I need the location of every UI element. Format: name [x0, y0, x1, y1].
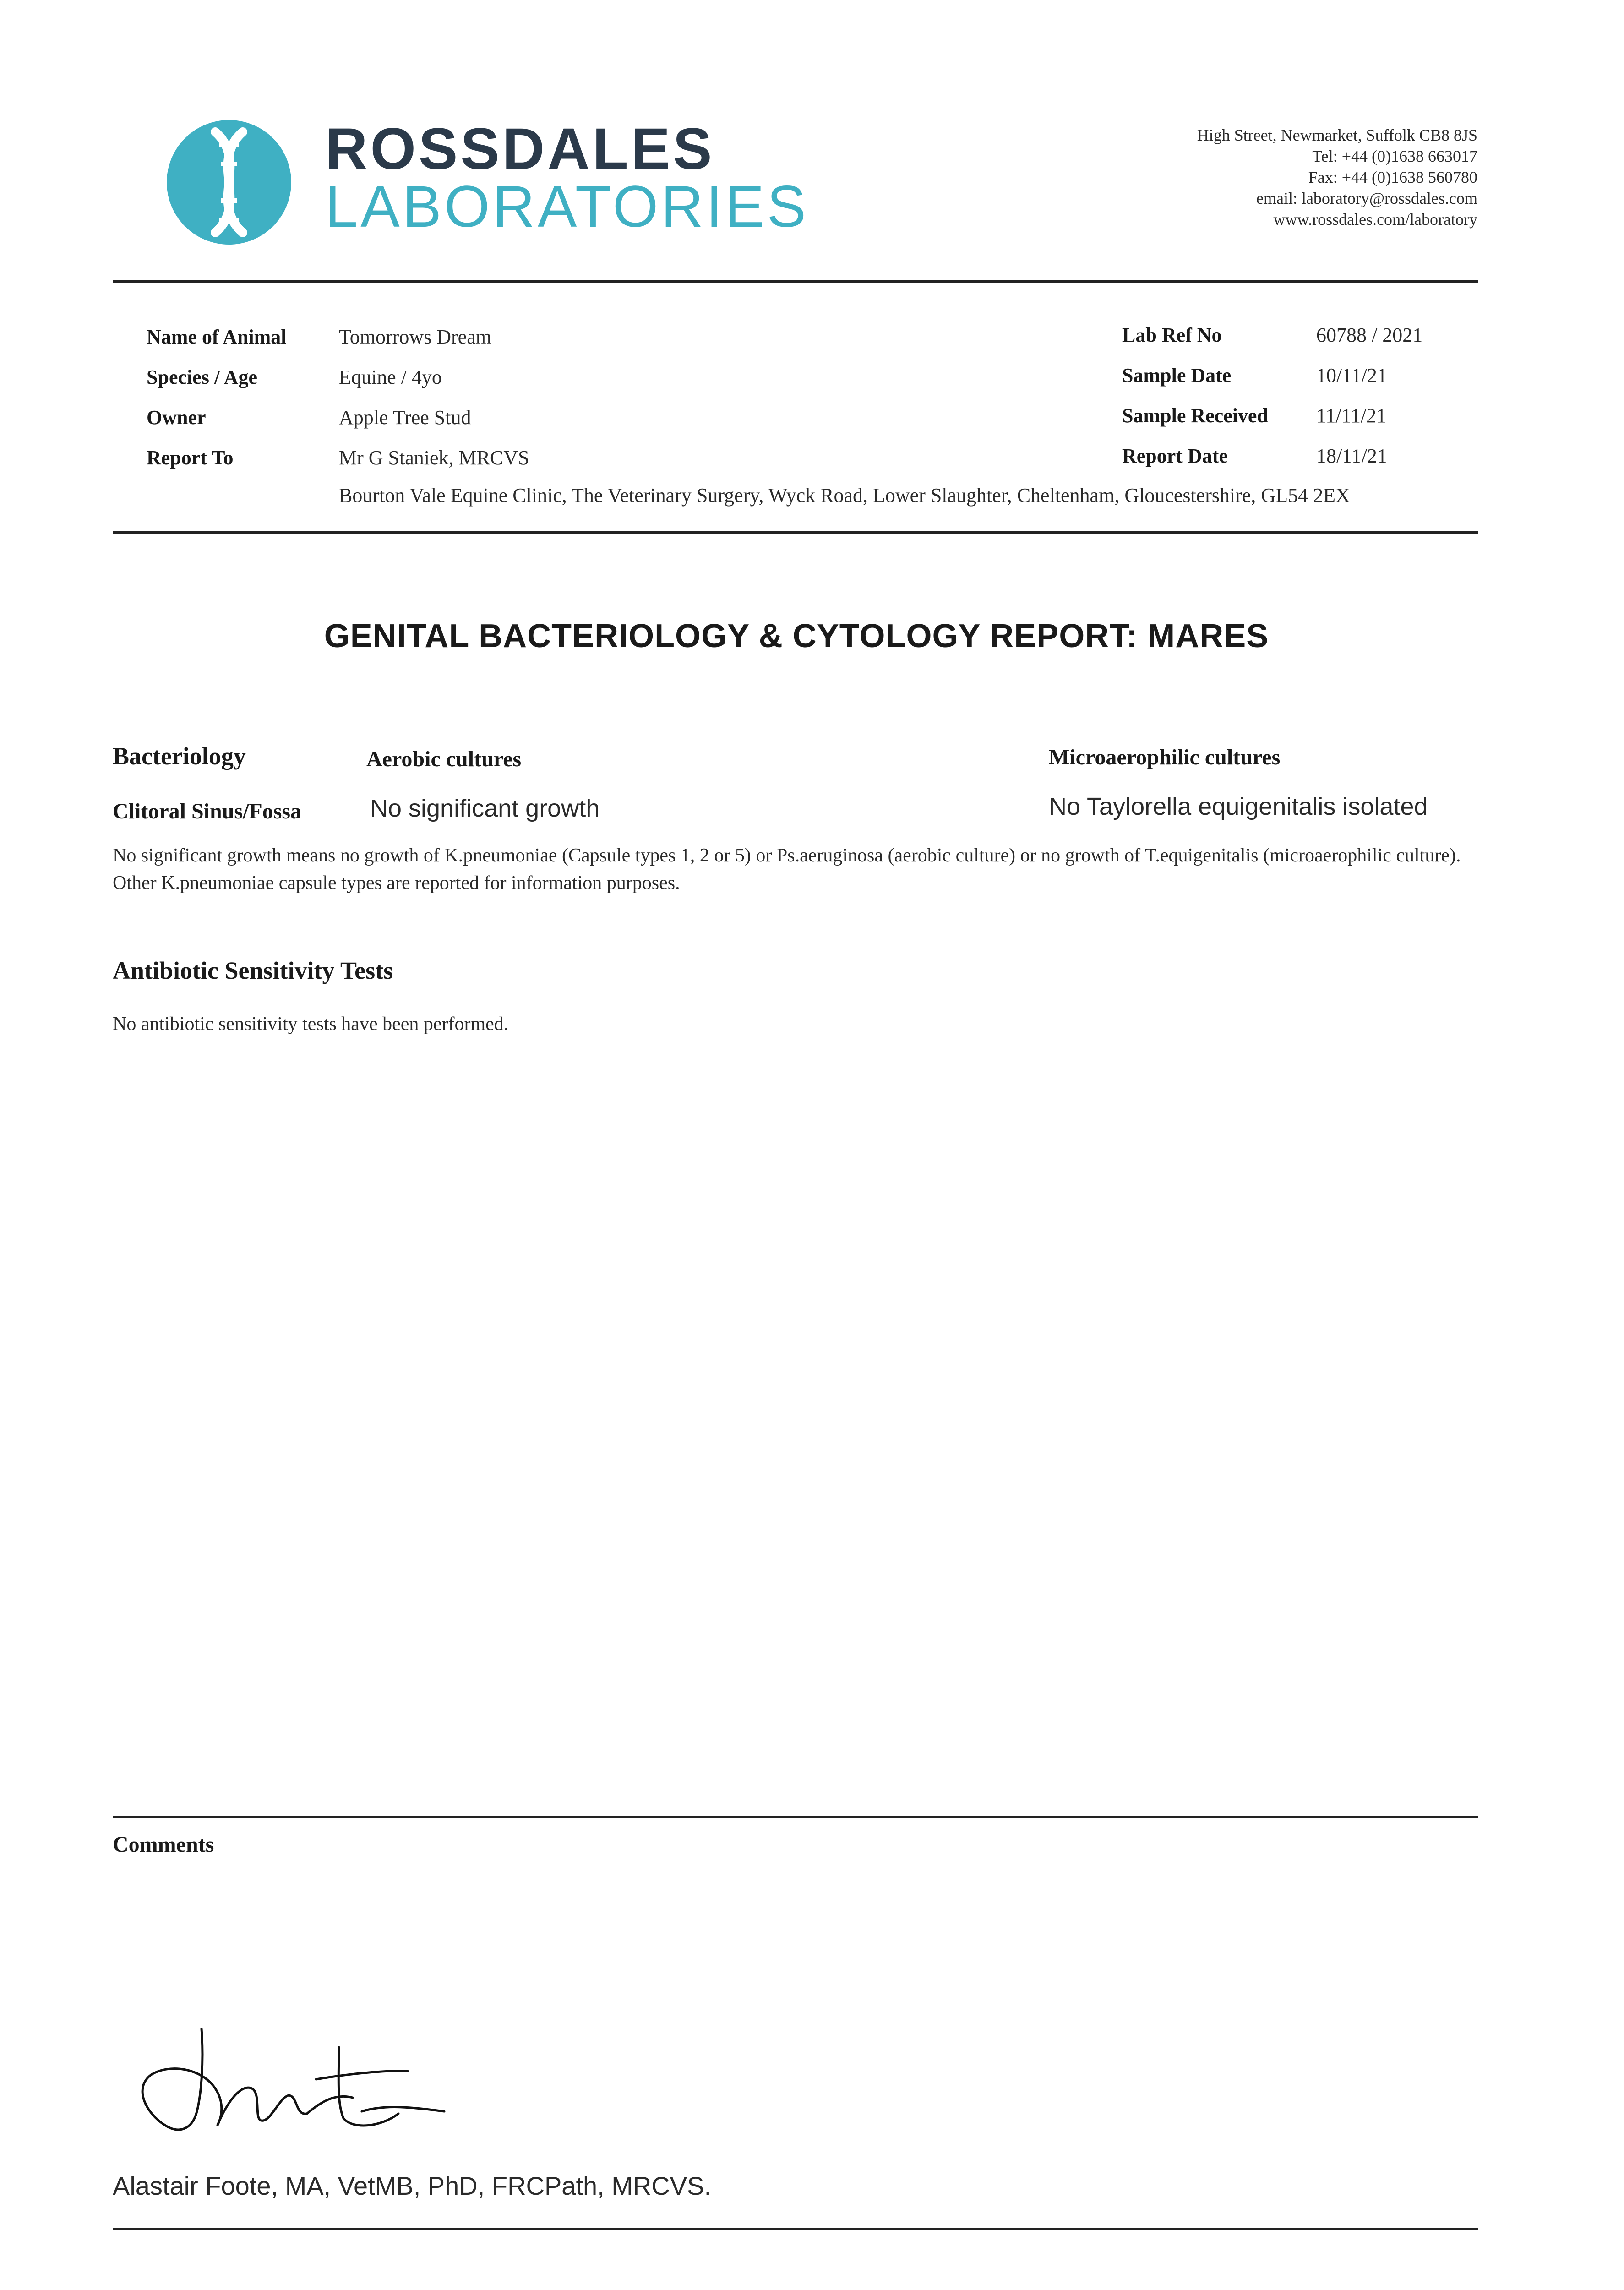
- report-date-value: 18/11/21: [1316, 445, 1387, 467]
- dna-helix-icon: [165, 118, 293, 246]
- sample-date-value: 10/11/21: [1316, 364, 1387, 387]
- address-email: email: laboratory@rossdales.com: [1256, 189, 1477, 207]
- signatory-name: Alastair Foote, MA, VetMB, PhD, FRCPath, MRCVS.: [113, 2171, 712, 2200]
- address-website: www.rossdales.com/laboratory: [1273, 210, 1477, 229]
- species-label: Species / Age: [147, 366, 257, 388]
- microaerophilic-heading: Microaerophilic cultures: [1049, 745, 1281, 769]
- comments-heading: Comments: [113, 1832, 214, 1857]
- report-title: GENITAL BACTERIOLOGY & CYTOLOGY REPORT: MARES: [324, 618, 1269, 654]
- owner-value: Apple Tree Stud: [339, 406, 471, 429]
- footer-divider: [113, 2228, 1478, 2230]
- signature-image: [124, 2020, 472, 2157]
- address-fax: Fax: +44 (0)1638 560780: [1308, 168, 1477, 186]
- aerobic-heading: Aerobic cultures: [366, 747, 522, 771]
- comments-divider: [113, 1816, 1478, 1818]
- culture-note: No significant growth means no growth of K.pneumoniae (Capsule types 1, 2 or 5) or Ps.aeruginosa (aerobic culture) or no growth of T.equigenitalis (microaerophilic culture). Other K.pneumoniae capsule types are reported for information purposes.: [113, 845, 1461, 894]
- header-divider: [113, 280, 1478, 283]
- sample-received-value: 11/11/21: [1316, 404, 1387, 427]
- bacteriology-heading: Bacteriology: [113, 742, 246, 770]
- owner-label: Owner: [147, 406, 206, 429]
- ast-text: No antibiotic sensitivity tests have been performed.: [113, 1014, 509, 1035]
- aerobic-result: No significant growth: [370, 795, 600, 822]
- species-value: Equine / 4yo: [339, 366, 442, 388]
- lab-ref-label: Lab Ref No: [1122, 324, 1222, 346]
- report-to-label: Report To: [147, 447, 234, 469]
- ast-heading: Antibiotic Sensitivity Tests: [113, 957, 393, 984]
- address-phone: Tel: +44 (0)1638 663017: [1312, 147, 1477, 165]
- report-date-label: Report Date: [1122, 445, 1228, 467]
- name-value: Tomorrows Dream: [339, 326, 491, 348]
- address-line: High Street, Newmarket, Suffolk CB8 8JS: [1197, 126, 1477, 144]
- lab-address: [1197, 125, 1477, 230]
- details-divider: [113, 531, 1478, 534]
- sample-date-label: Sample Date: [1122, 364, 1232, 387]
- report-to-value: Mr G Staniek, MRCVS: [339, 447, 529, 469]
- sample-site-label: Clitoral Sinus/Fossa: [113, 799, 302, 823]
- sample-received-label: Sample Received: [1122, 404, 1268, 427]
- microaerophilic-result: No Taylorella equigenitalis isolated: [1049, 793, 1428, 820]
- name-label: Name of Animal: [147, 326, 287, 348]
- brand-name-line2: LABORATORIES: [325, 174, 809, 240]
- report-to-address: Bourton Vale Equine Clinic, The Veterinary Surgery, Wyck Road, Lower Slaughter, Cheltenham, Gloucestershire, GL54 2EX: [339, 484, 1350, 507]
- lab-ref-value: 60788 / 2021: [1316, 324, 1423, 346]
- brand-name-line1: ROSSDALES: [325, 116, 715, 182]
